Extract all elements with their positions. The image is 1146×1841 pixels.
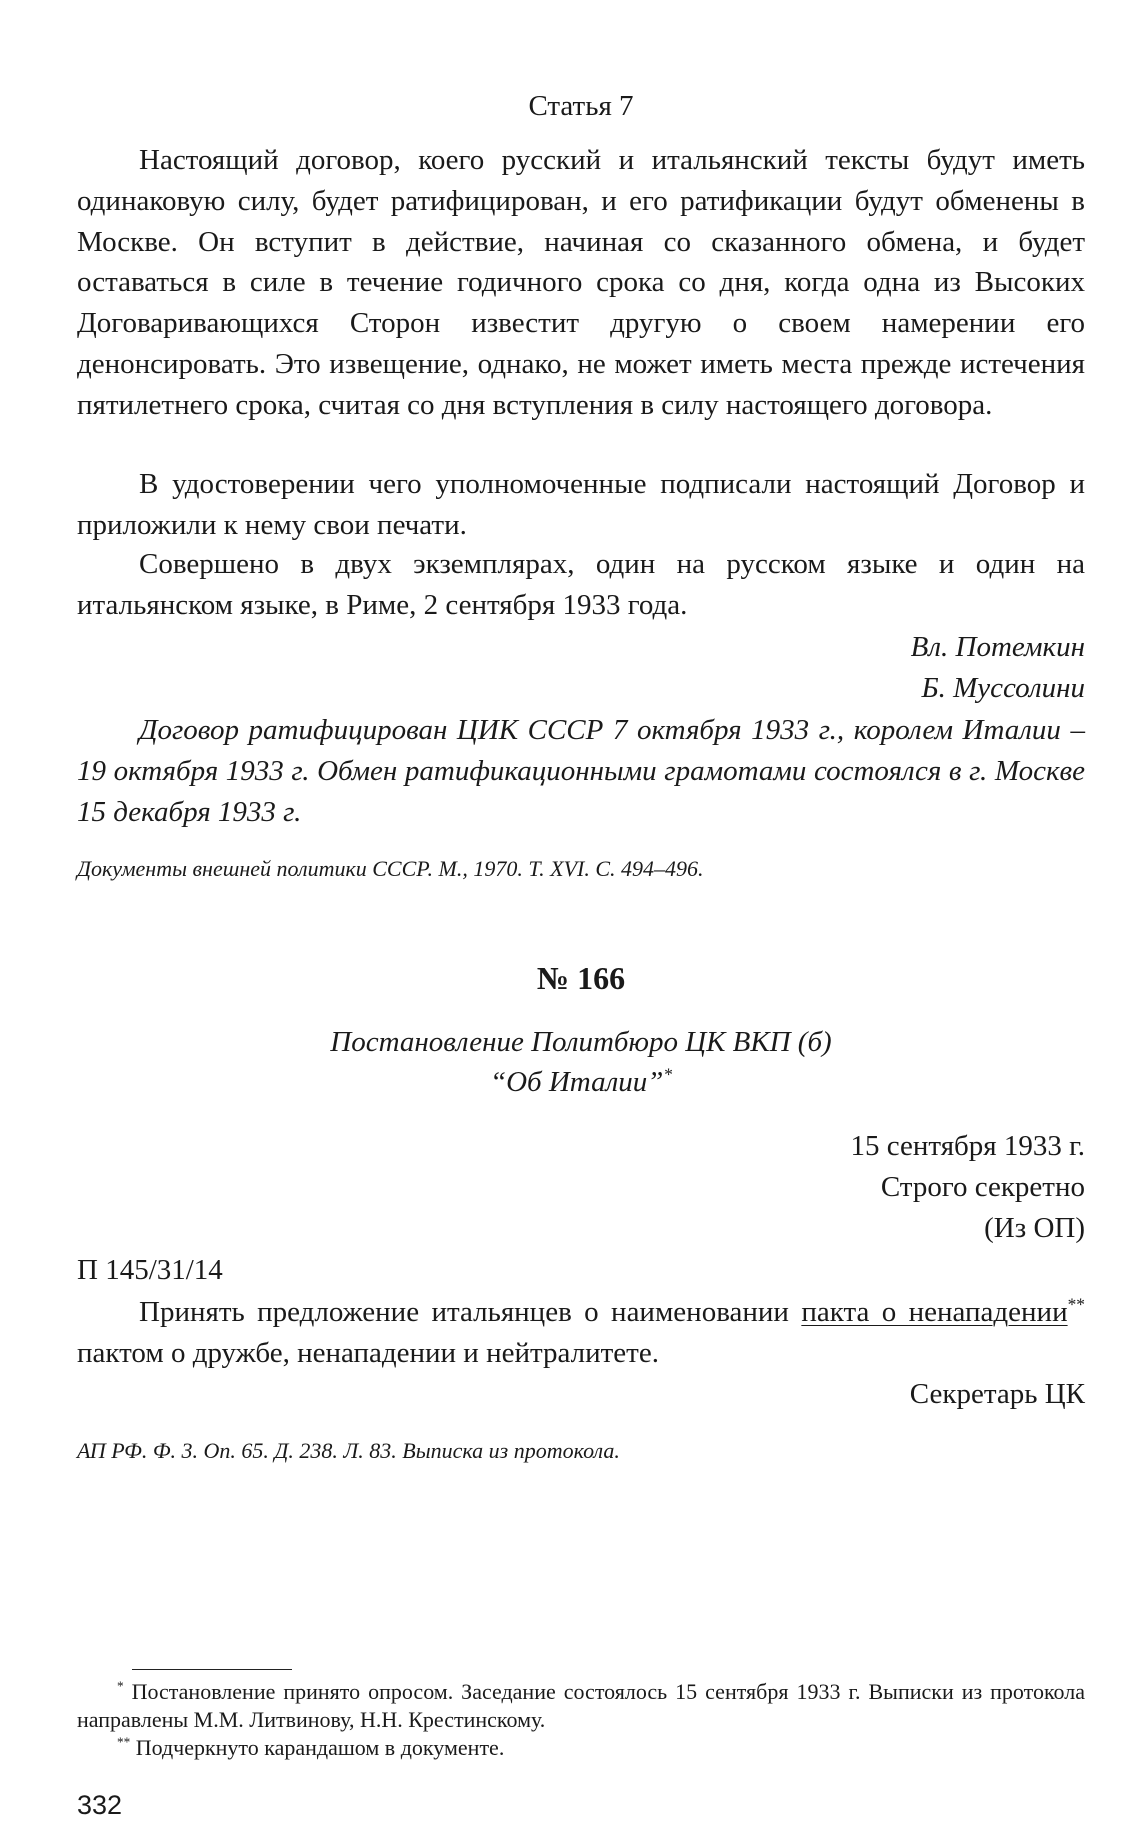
page-number: 332 <box>77 1790 123 1820</box>
secretary-signature: Секретарь ЦК <box>909 1378 1085 1410</box>
witness-paragraph: В удостоверении чего уполномоченные подписали настоящий Договор и приложили к нему свои печати. <box>77 468 1085 541</box>
ratification-note: Договор ратифицирован ЦИК СССР 7 октября 1933 г., королем Италии – 19 октября 1933 г. Обмен ратификационными грамотами состоялся в г. Москве 15 декабря 1933 г. <box>77 714 1085 828</box>
footnote-2 <box>77 1734 1085 1762</box>
footnote-1-text: Постановление принято опросом. Заседание состоялось 15 сентября 1933 г. Выписки из протокола направлены М.М. Литвинову, Н.Н. Крестинскому. <box>77 1679 1085 1732</box>
signature-mussolini: Б. Муссолини <box>921 672 1085 704</box>
footnote-1 <box>77 1678 1085 1734</box>
protocol-number: П 145/31/14 <box>77 1254 223 1286</box>
document-date: 15 сентября 1933 г. <box>850 1130 1085 1162</box>
origin-label: (Из ОП) <box>984 1212 1085 1244</box>
article-heading: Статья 7 <box>528 90 634 122</box>
footnote-divider <box>132 1669 292 1670</box>
document-title-line2 <box>77 1062 1085 1103</box>
signature-potemkin: Вл. Потемкин <box>910 631 1085 663</box>
underlined-phrase: пакта о ненападении <box>801 1296 1068 1328</box>
source-citation-1: Документы внешней политики СССР. М., 1970. Т. XVI. С. 494–496. <box>77 856 704 881</box>
document-title-text: “Об Италии” <box>489 1066 664 1098</box>
footnote-2-mark: ** <box>117 1734 131 1750</box>
document-number: № 166 <box>536 960 626 996</box>
source-citation-2: АП РФ. Ф. 3. Оп. 65. Д. 238. Л. 83. Выписка из протокола. <box>77 1438 620 1463</box>
footnote-ref-1: * <box>663 1064 673 1085</box>
footnote-ref-2: ** <box>1067 1294 1085 1315</box>
document-title-line1: Постановление Политбюро ЦК ВКП (б) <box>330 1026 832 1058</box>
decision-text-part1: Принять предложение итальянцев о наименовании <box>139 1296 802 1328</box>
decision-text <box>77 1292 1085 1374</box>
footnote-1-mark: * <box>117 1678 124 1694</box>
done-paragraph: Совершено в двух экземплярах, один на русском языке и один на итальянском языке, в Риме, 2 сентября 1933 года. <box>77 548 1085 621</box>
article-paragraph: Настоящий договор, коего русский и итальянский тексты будут иметь одинаковую силу, будет ратифицирован, и его ратификации будут обменены в Москве. Он вступит в действие, начиная со сказанного обмена, и будет оставаться в силе в течение годичного срока со дня, когда одна из Высоких Договаривающихся Сторон известит другую о своем намерении его денонсировать. Это извещение, однако, не может иметь места прежде истечения пятилетнего срока, считая со дня вступления в силу настоящего договора. <box>77 144 1085 421</box>
footnote-2-text: Подчеркнуто карандашом в документе. <box>130 1735 505 1760</box>
decision-text-part2: пактом о дружбе, ненападении и нейтралитете. <box>77 1336 659 1369</box>
classification-label: Строго секретно <box>880 1171 1085 1203</box>
